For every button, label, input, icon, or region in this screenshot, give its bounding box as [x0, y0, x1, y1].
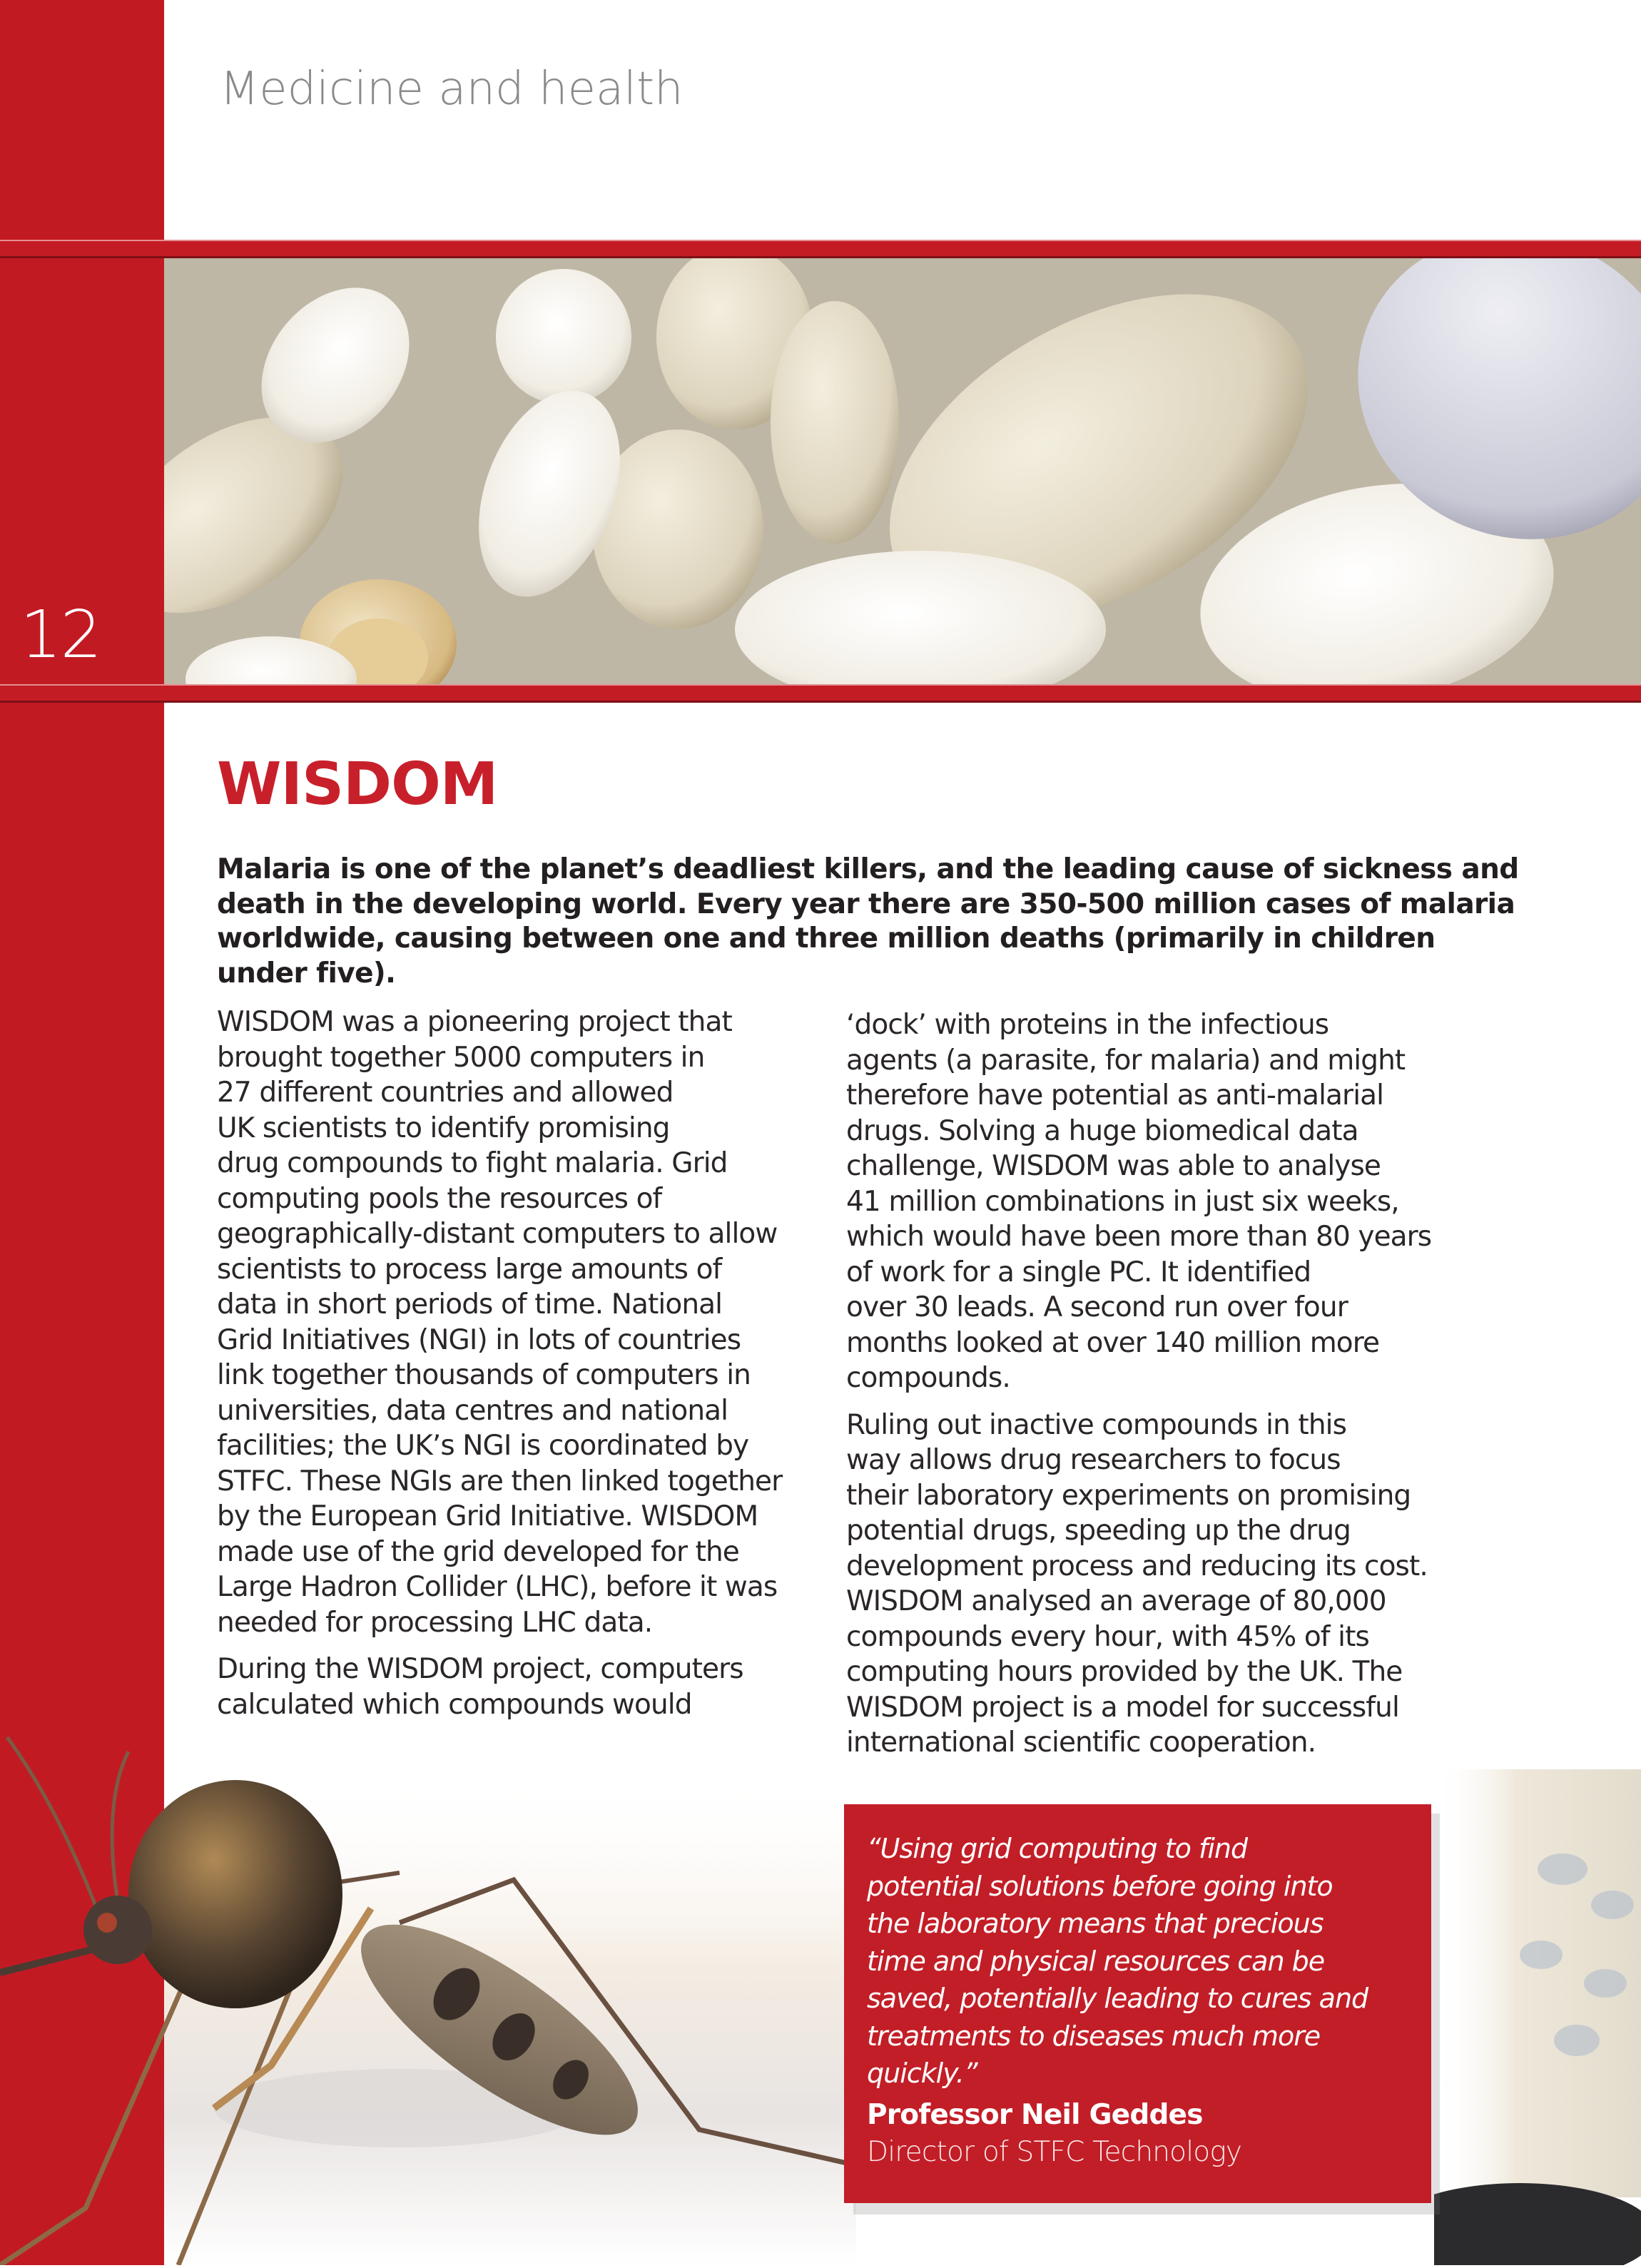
body-line: compounds every hour, with 45% of its — [846, 1620, 1369, 1653]
body-line: facilities; the UK’s NGI is coordinated by — [217, 1430, 749, 1462]
body-line: STFC. These NGIs are then linked together — [217, 1465, 783, 1497]
intro-line: Malaria is one of the planet’s deadliest killers, and the leading cause of sickness and — [217, 853, 1519, 885]
body-paragraph — [217, 1005, 830, 1640]
body-line: challenge, WISDOM was able to analyse — [846, 1150, 1381, 1182]
quote-line: quickly.” — [867, 2058, 977, 2089]
body-line: by the European Grid Initiative. WISDOM — [217, 1500, 758, 1532]
red-sidebar — [0, 0, 164, 2265]
quote-line: potential solutions before going into — [867, 1870, 1333, 1902]
article-title: WISDOM — [217, 751, 498, 818]
quote-line: treatments to diseases much more — [867, 2020, 1321, 2052]
body-line: UK scientists to identify promising — [217, 1112, 670, 1144]
body-column-right — [846, 1007, 1460, 1772]
body-line: over 30 leads. A second run over four — [846, 1291, 1348, 1323]
quote-line: “Using grid computing to find — [867, 1833, 1248, 1864]
intro-line: death in the developing world. Every year there are 350-500 million cases of malaria — [217, 888, 1515, 920]
quote-attribution-role: Director of STFC Technology — [867, 2135, 1242, 2168]
body-line: made use of the grid developed for the — [217, 1535, 739, 1568]
body-line: agents (a parasite, for malaria) and might — [846, 1044, 1406, 1077]
intro-line: worldwide, causing between one and three million deaths (primarily in children — [217, 922, 1436, 955]
spotted-object-image — [1434, 1741, 1641, 2265]
pull-quote — [844, 1804, 1431, 2203]
body-line: calculated which compounds would — [217, 1688, 692, 1721]
section-label: Medicine and health — [220, 63, 684, 116]
body-line: During the WISDOM project, computers — [217, 1653, 743, 1685]
body-line: which would have been more than 80 years — [846, 1221, 1432, 1253]
spotted-object-photo — [1434, 1741, 1641, 2265]
body-line: 41 million combinations in just six weeks, — [846, 1185, 1399, 1218]
body-line: their laboratory experiments on promising — [846, 1479, 1411, 1512]
body-line: international scientific cooperation. — [846, 1727, 1316, 1759]
intro-line: under five). — [217, 957, 396, 990]
quote-text — [867, 1830, 1408, 2092]
body-line: Ruling out inactive compounds in this — [846, 1408, 1346, 1441]
body-line: geographically-distant computers to allow — [217, 1218, 778, 1250]
body-line: development process and reducing its cost. — [846, 1550, 1428, 1582]
pills-photo — [164, 258, 1641, 684]
body-paragraph — [217, 1652, 830, 1722]
pills-image — [164, 258, 1641, 684]
body-line: Grid Initiatives (NGI) in lots of countries — [217, 1323, 741, 1356]
body-line: scientists to process large amounts of — [217, 1253, 722, 1286]
body-line: compounds. — [846, 1362, 1010, 1394]
body-line: 27 different countries and allowed — [217, 1077, 674, 1109]
body-line: WISDOM analysed an average of 80,000 — [846, 1585, 1386, 1617]
body-line: drug compounds to fight malaria. Grid — [217, 1147, 728, 1179]
quote-attribution-name: Professor Neil Geddes — [867, 2098, 1203, 2131]
body-line: WISDOM was a pioneering project that — [217, 1006, 732, 1038]
body-line: drugs. Solving a huge biomedical data — [846, 1114, 1358, 1147]
body-line: Large Hadron Collider (LHC), before it was — [217, 1571, 778, 1603]
body-line: ‘dock’ with proteins in the infectious — [846, 1009, 1329, 1041]
body-line: universities, data centres and national — [217, 1394, 728, 1427]
body-line: months looked at over 140 million more — [846, 1326, 1380, 1359]
body-line: therefore have potential as anti-malarial — [846, 1079, 1384, 1112]
quote-line: the laboratory means that precious — [867, 1908, 1324, 1939]
body-line: computing hours provided by the UK. The — [846, 1656, 1403, 1688]
body-line: brought together 5000 computers in — [217, 1041, 705, 1074]
body-line: needed for processing LHC data. — [217, 1606, 653, 1639]
top-red-rule — [0, 240, 1641, 258]
quote-line: time and physical resources can be — [867, 1945, 1325, 1977]
body-line: data in short periods of time. National — [217, 1288, 723, 1321]
body-paragraph — [846, 1007, 1460, 1396]
article-intro — [217, 853, 1519, 991]
bottom-red-rule — [0, 684, 1641, 703]
quote-line: saved, potentially leading to cures and — [867, 1983, 1368, 2014]
body-line: WISDOM project is a model for successful — [846, 1691, 1399, 1724]
body-line: of work for a single PC. It identified — [846, 1256, 1311, 1288]
body-line: link together thousands of computers in — [217, 1359, 751, 1391]
body-line: computing pools the resources of — [217, 1182, 662, 1215]
body-line: potential drugs, speeding up the drug — [846, 1515, 1351, 1547]
body-line: way allows drug researchers to focus — [846, 1444, 1341, 1476]
body-paragraph — [846, 1408, 1460, 1761]
body-column-left — [217, 1005, 830, 1734]
page-number: 12 — [20, 596, 101, 673]
